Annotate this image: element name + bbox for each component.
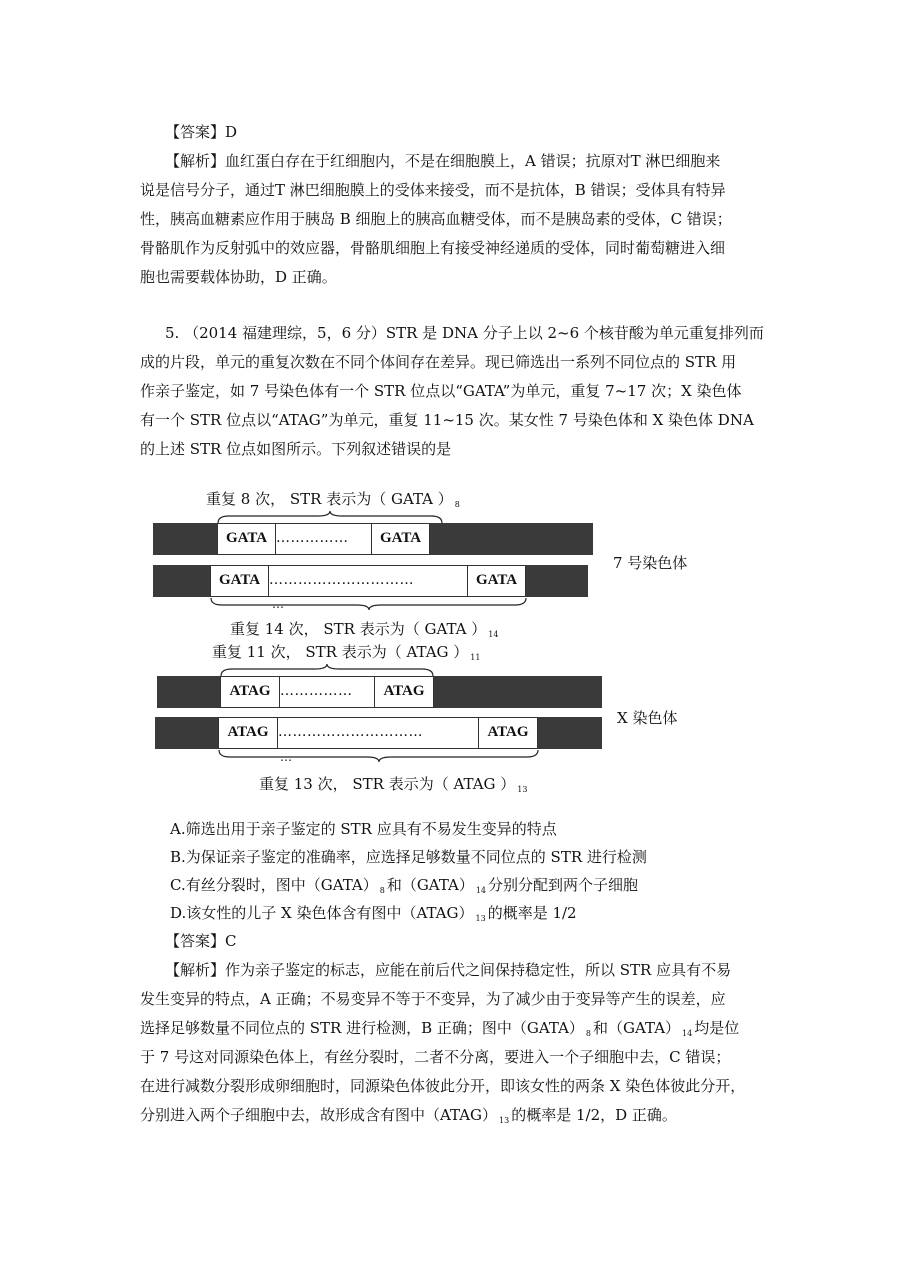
x-chromosome-label: X 染色体	[617, 709, 678, 727]
q5-analysis-line-6-sub: 13	[499, 1116, 510, 1125]
repeat-dots: …………………………	[269, 565, 467, 597]
caption-atag13	[259, 774, 529, 800]
option-c-sub-2: 14	[475, 886, 487, 895]
q5-stem-line-4: 有一个 STR 位点以“ATAG”为单元，重复 11~15 次。某女性 7 号染色体和 X 染色体 DNA	[140, 411, 754, 429]
q4-answer: 【答案】D	[165, 123, 238, 141]
option-a: A.筛选出用于亲子鉴定的 STR 应具有不易发生变异的特点	[170, 820, 557, 838]
caption-gata14-text: 重复 14 次， STR 表示为（ GATA ）	[230, 620, 487, 638]
q5-analysis-line-6	[140, 1105, 780, 1131]
option-c-text-end: 分别分配到两个子细胞	[488, 876, 639, 894]
option-d-text-end: 的概率是 1/2	[487, 904, 577, 922]
q5-analysis-line-3-sub-1: 8	[585, 1029, 592, 1038]
brace-gata8	[217, 510, 443, 524]
q5-analysis-line-5: 在进行减数分裂形成卵细胞时，同源染色体彼此分开，即该女性的两条 X 染色体彼此分开，	[140, 1077, 746, 1095]
q5-analysis-line-3-end: 均是位	[694, 1019, 740, 1037]
repeat-dots: …………………………	[278, 717, 478, 749]
option-b: B.为保证亲子鉴定的准确率，应选择足够数量不同位点的 STR 进行检测	[170, 848, 647, 866]
q4-analysis-line-3: 性，胰高血糖素应作用于胰岛 B 细胞上的胰高血糖受体，而不是胰岛素的受体，C 错误；	[140, 210, 732, 228]
caption-gata8-text: 重复 8 次， STR 表示为（ GATA ）	[206, 490, 453, 508]
caption-gata8-subscript: 8	[454, 500, 460, 509]
atag-unit-box: ATAG	[220, 676, 280, 708]
q5-analysis-line-6-text: 分别进入两个子细胞中去，故形成含有图中（ATAG）	[140, 1106, 498, 1124]
q5-analysis-line-3-mid: 和（GATA）	[593, 1019, 681, 1037]
q5-analysis-line-3	[140, 1018, 780, 1044]
chromosome-7-label: 7 号染色体	[613, 554, 688, 572]
q5-stem-line-1: 5. （2014 福建理综，5，6 分）STR 是 DNA 分子上以 2~6 个核苷酸为单元重复排列而	[165, 324, 764, 342]
continuation-dots: …	[280, 750, 292, 764]
repeat-dots: ……………	[276, 523, 371, 555]
option-d-text: D.该女性的儿子 X 染色体含有图中（ATAG）	[170, 904, 474, 922]
atag-unit-box: ATAG	[478, 717, 538, 749]
gata-unit-box: GATA	[467, 565, 526, 597]
q4-analysis-line-2: 说是信号分子，通过T 淋巴细胞膜上的受体来接受，而不是抗体，B 错误；受体具有特异	[140, 181, 726, 199]
gata-unit-box: GATA	[371, 523, 430, 555]
q4-analysis-line-1: 【解析】血红蛋白存在于红细胞内，不是在细胞膜上，A 错误；抗原对T 淋巴细胞来	[165, 152, 721, 170]
option-c-text-mid: 和（GATA）	[386, 876, 474, 894]
q5-stem-line-5: 的上述 STR 位点如图所示。下列叙述错误的是	[140, 440, 452, 458]
repeat-dots: ……………	[280, 676, 374, 708]
gata-unit-box: GATA	[210, 565, 269, 597]
option-c-sub-1: 8	[379, 886, 385, 895]
brace-atag11	[220, 663, 434, 677]
q5-analysis-line-2: 发生变异的特点，A 正确；不易变异不等于不变异，为了减少由于变异等产生的误差，应	[140, 990, 726, 1008]
option-d-sub: 13	[475, 914, 486, 923]
caption-atag11-text: 重复 11 次， STR 表示为（ ATAG ）	[212, 643, 469, 661]
caption-gata14-subscript: 14	[488, 630, 499, 639]
atag-unit-box: ATAG	[374, 676, 434, 708]
q5-stem-line-3: 作亲子鉴定，如 7 号染色体有一个 STR 位点以“GATA”为单元，重复 7~17 次；X 染色体	[140, 382, 742, 400]
q5-analysis-line-1: 【解析】作为亲子鉴定的标志，应能在前后代之间保持稳定性，所以 STR 应具有不易	[165, 961, 732, 979]
continuation-dots: …	[272, 597, 284, 611]
caption-atag13-text: 重复 13 次， STR 表示为（ ATAG ）	[259, 775, 516, 793]
option-c	[170, 875, 810, 901]
caption-atag11-subscript: 11	[470, 653, 481, 662]
brace-gata14	[210, 597, 528, 611]
q5-stem-line-2: 成的片段，单元的重复次数在不同个体间存在差异。现已筛选出一系列不同位点的 STR 用	[140, 353, 737, 371]
option-d	[170, 903, 810, 929]
option-c-text: C.有丝分裂时，图中（GATA）	[170, 876, 378, 894]
gata-unit-box: GATA	[217, 523, 276, 555]
q5-answer: 【答案】C	[165, 932, 237, 950]
q4-analysis-line-5: 胞也需要载体协助，D 正确。	[140, 268, 337, 286]
q5-analysis-line-6-end: 的概率是 1/2，D 正确。	[511, 1106, 677, 1124]
caption-atag13-subscript: 13	[517, 785, 528, 794]
q5-analysis-line-4: 于 7 号这对同源染色体上，有丝分裂时，二者不分离，要进入一个子细胞中去，C 错误；	[140, 1048, 731, 1066]
q4-analysis-line-4: 骨骼肌作为反射弧中的效应器，骨骼肌细胞上有接受神经递质的受体，同时葡萄糖进入细	[140, 239, 726, 257]
q5-analysis-line-3-sub-2: 14	[682, 1029, 693, 1038]
brace-atag13	[218, 749, 540, 763]
atag-unit-box: ATAG	[218, 717, 278, 749]
q5-analysis-line-3-text: 选择足够数量不同位点的 STR 进行检测，B 正确；图中（GATA）	[140, 1019, 584, 1037]
